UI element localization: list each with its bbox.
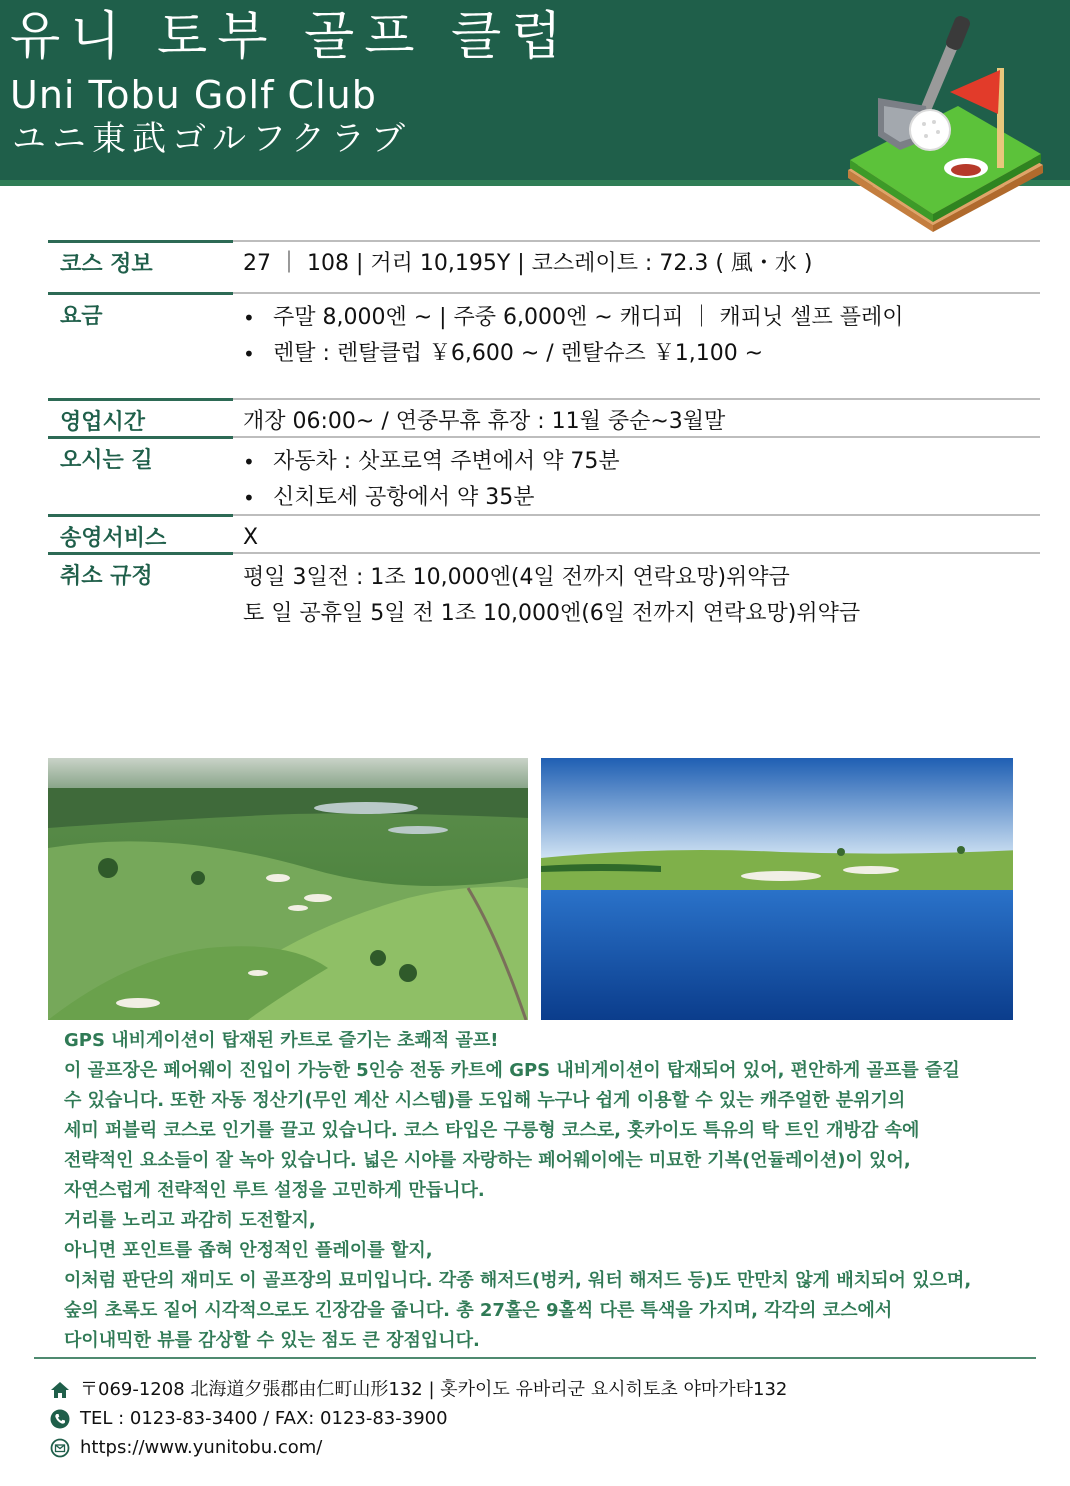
info-label-hours: 영업시간: [48, 398, 233, 445]
title-japanese: ユニ東武ゴルフクラブ: [12, 119, 411, 159]
info-row-access: [48, 436, 1040, 514]
lake-course-photo: [541, 758, 1020, 1020]
description-line: 자연스럽게 전략적인 루트 설정을 고민하게 만듭니다.: [64, 1180, 485, 1201]
info-value-fee: [233, 292, 1040, 372]
fee-line: • 렌탈 : 렌탈클럽 ￥6,600 ~ / 렌탈슈즈 ￥1,100 ~: [243, 336, 1040, 372]
description-line: 다이내믹한 뷰를 감상할 수 있는 점도 큰 장점입니다.: [64, 1330, 480, 1351]
info-label-access: 오시는 길: [48, 436, 233, 483]
description-line: 거리를 노리고 과감히 도전할지,: [64, 1210, 316, 1231]
info-label-cancel: 취소 규정: [48, 552, 233, 599]
description-line: GPS 내비게이션이 탑재된 카트로 즐기는 초쾌적 골프!: [64, 1030, 499, 1051]
course-info-table: [48, 240, 1040, 632]
address-text: 〒069-1208 北海道夕張郡由仁町山形132 | 홋카이도 유바리군 요시히토초 야마가타132: [80, 1379, 788, 1400]
cancel-line: 토 일 공휴일 5일 전 1조 10,000엔(6일 전까지 연락요망)위약금: [243, 601, 861, 626]
golf-green-icon: [838, 10, 1053, 235]
website-link[interactable]: https://www.yunitobu.com/: [80, 1437, 323, 1458]
footer-divider: [34, 1357, 1036, 1359]
fee-line: • 주말 8,000엔 ~ | 주중 6,000엔 ~ 캐디피 ｜ 캐피닛 셀프 플레이: [243, 300, 1040, 336]
info-row-course: [48, 240, 1040, 292]
mail-icon: [50, 1438, 70, 1458]
footer-phone: [50, 1407, 448, 1431]
footer-website: [50, 1436, 322, 1460]
info-row-hours: [48, 398, 1040, 436]
access-line: • 자동차 : 삿포로역 주변에서 약 75분: [243, 444, 1040, 480]
info-label-shuttle: 송영서비스: [48, 514, 233, 561]
info-row-fee: [48, 292, 1040, 398]
phone-icon: [50, 1409, 70, 1429]
title-english: Uni Tobu Golf Club: [10, 73, 377, 117]
title-korean: 유니 토부 골프 클럽: [10, 7, 572, 67]
description-line: 전략적인 요소들이 잘 녹아 있습니다. 넓은 시야를 자랑하는 페어웨이에는 미묘한 기복(언듈레이션)이 있어,: [64, 1150, 911, 1171]
cancel-line: 평일 3일전 : 1조 10,000엔(4일 전까지 연락요망)위약금: [243, 565, 790, 590]
description-line: 이 골프장은 페어웨이 진입이 가능한 5인승 전동 카트에 GPS 내비게이션이 탑재되어 있어, 편안하게 골프를 즐길: [64, 1060, 960, 1081]
aerial-course-photo: [48, 758, 528, 1020]
info-value-course: 27 ｜ 108 | 거리 10,195Y | 코스레이트 : 72.3 ( 風・水 ): [233, 240, 1040, 284]
access-line: • 신치토세 공항에서 약 35분: [243, 480, 1040, 516]
info-label-course: 코스 정보: [48, 240, 233, 287]
info-value-access: [233, 436, 1040, 516]
info-row-shuttle: [48, 514, 1040, 552]
description-line: 아니면 포인트를 좁혀 안정적인 플레이를 할지,: [64, 1240, 433, 1261]
info-value-hours: 개장 06:00~ / 연중무휴 휴장 : 11월 중순~3월말: [233, 398, 1040, 442]
info-row-cancel: [48, 552, 1040, 632]
info-value-shuttle: X: [233, 514, 1040, 558]
footer-address: [50, 1378, 787, 1402]
info-value-cancel: [233, 552, 1040, 632]
description-line: 수 있습니다. 또한 자동 정산기(무인 계산 시스템)를 도입해 누구나 쉽게 이용할 수 있는 캐주얼한 분위기의: [64, 1090, 906, 1111]
phone-text: TEL : 0123-83-3400 / FAX: 0123-83-3900: [80, 1408, 448, 1429]
course-description: [64, 1026, 1054, 1356]
info-label-fee: 요금: [48, 292, 233, 339]
home-icon: [50, 1380, 70, 1400]
description-line: 숲의 초록도 짙어 시각적으로도 긴장감을 줍니다. 총 27홀은 9홀씩 다른 특색을 가지며, 각각의 코스에서: [64, 1300, 893, 1321]
description-line: 이처럼 판단의 재미도 이 골프장의 묘미입니다. 각종 해저드(벙커, 워터 해저드 등)도 만만치 않게 배치되어 있으며,: [64, 1270, 972, 1291]
description-line: 세미 퍼블릭 코스로 인기를 끌고 있습니다. 코스 타입은 구릉형 코스로, 홋카이도 특유의 탁 트인 개방감 속에: [64, 1120, 920, 1141]
